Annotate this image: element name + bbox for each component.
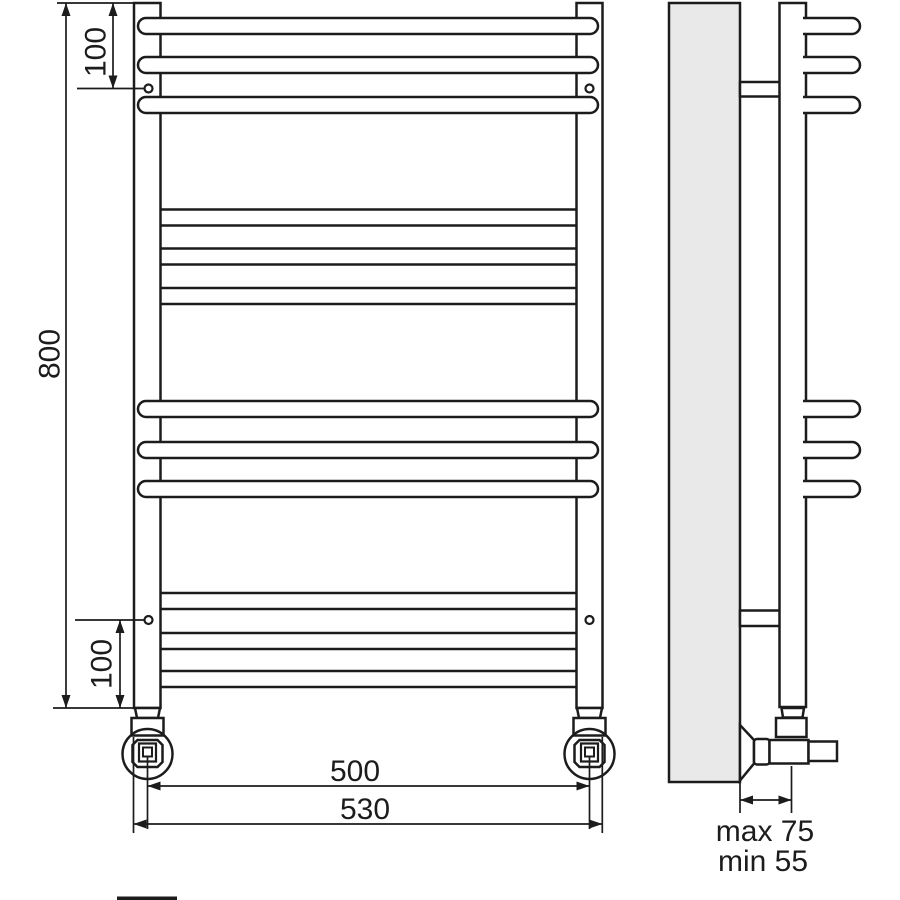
towel-bar-straight bbox=[160, 593, 577, 609]
side-view bbox=[669, 3, 860, 782]
side-valve-assembly bbox=[740, 708, 837, 781]
dim-label-100-bottom: 100 bbox=[85, 638, 119, 690]
side-hook bbox=[803, 442, 860, 458]
valve-square-inner bbox=[585, 748, 594, 757]
side-escutcheon-cone bbox=[740, 725, 754, 781]
arrow-up-icon bbox=[62, 3, 71, 16]
arrow-up-icon bbox=[116, 620, 125, 633]
wall-bracket-top bbox=[740, 82, 780, 97]
arrow-down-icon bbox=[116, 695, 125, 708]
dim-label-500: 500 bbox=[329, 755, 381, 788]
pipe-taper bbox=[577, 708, 602, 718]
straight-bars-upper bbox=[160, 210, 577, 305]
arrow-left-icon bbox=[134, 820, 147, 829]
curved-bars bbox=[138, 18, 598, 497]
mounting-bracket-dot bbox=[586, 85, 594, 93]
pipe-taper bbox=[135, 708, 160, 718]
mounting-bracket-dot bbox=[586, 616, 594, 624]
towel-bar-curved bbox=[138, 18, 598, 34]
wall-panel bbox=[669, 3, 740, 782]
wall-bracket-bottom bbox=[740, 611, 780, 627]
arrow-left-icon bbox=[740, 796, 753, 805]
towel-bar-straight bbox=[160, 249, 577, 265]
side-valve-body bbox=[770, 740, 809, 764]
bracket-dots bbox=[145, 85, 594, 625]
side-valve-left-port bbox=[754, 739, 770, 765]
side-valve-right-port bbox=[809, 742, 838, 762]
dim-label-800: 800 bbox=[33, 328, 67, 380]
towel-bar-curved bbox=[138, 442, 598, 458]
side-hook bbox=[803, 57, 860, 73]
side-union-nut bbox=[776, 718, 807, 737]
dim-label-530: 530 bbox=[339, 793, 391, 826]
mounting-bracket-dot bbox=[145, 616, 153, 624]
arrow-up-icon bbox=[109, 3, 118, 16]
straight-bars-lower bbox=[160, 593, 577, 687]
towel-bar-curved bbox=[138, 401, 598, 417]
side-hook bbox=[803, 401, 860, 417]
towel-bar-curved bbox=[138, 481, 598, 497]
mounting-bracket-dot bbox=[145, 85, 153, 93]
vertical-pipe bbox=[780, 3, 807, 707]
valve-square-inner bbox=[143, 748, 152, 757]
dim-label-wall-max: max 75 bbox=[715, 815, 815, 848]
side-hook bbox=[803, 18, 860, 34]
front-view bbox=[123, 3, 615, 779]
arrow-left-icon bbox=[148, 782, 161, 791]
arrow-right-icon bbox=[779, 796, 792, 805]
dim-label-wall-min: min 55 bbox=[717, 845, 809, 878]
towel-bar-straight bbox=[160, 633, 577, 649]
towel-bar-straight bbox=[160, 210, 577, 226]
towel-bar-curved bbox=[138, 57, 598, 73]
arrow-right-icon bbox=[589, 820, 602, 829]
dim-label-100-top: 100 bbox=[79, 26, 113, 78]
arrow-right-icon bbox=[577, 782, 590, 791]
side-pipe-taper bbox=[782, 708, 805, 718]
towel-bar-curved bbox=[138, 97, 598, 113]
side-hook bbox=[803, 97, 860, 113]
side-hook bbox=[803, 481, 860, 497]
cropped-bottom-artifact bbox=[117, 897, 177, 900]
side-hooks bbox=[803, 18, 860, 497]
towel-bar-straight bbox=[160, 671, 577, 687]
arrow-down-icon bbox=[62, 695, 71, 708]
towel-bar-straight bbox=[160, 288, 577, 304]
